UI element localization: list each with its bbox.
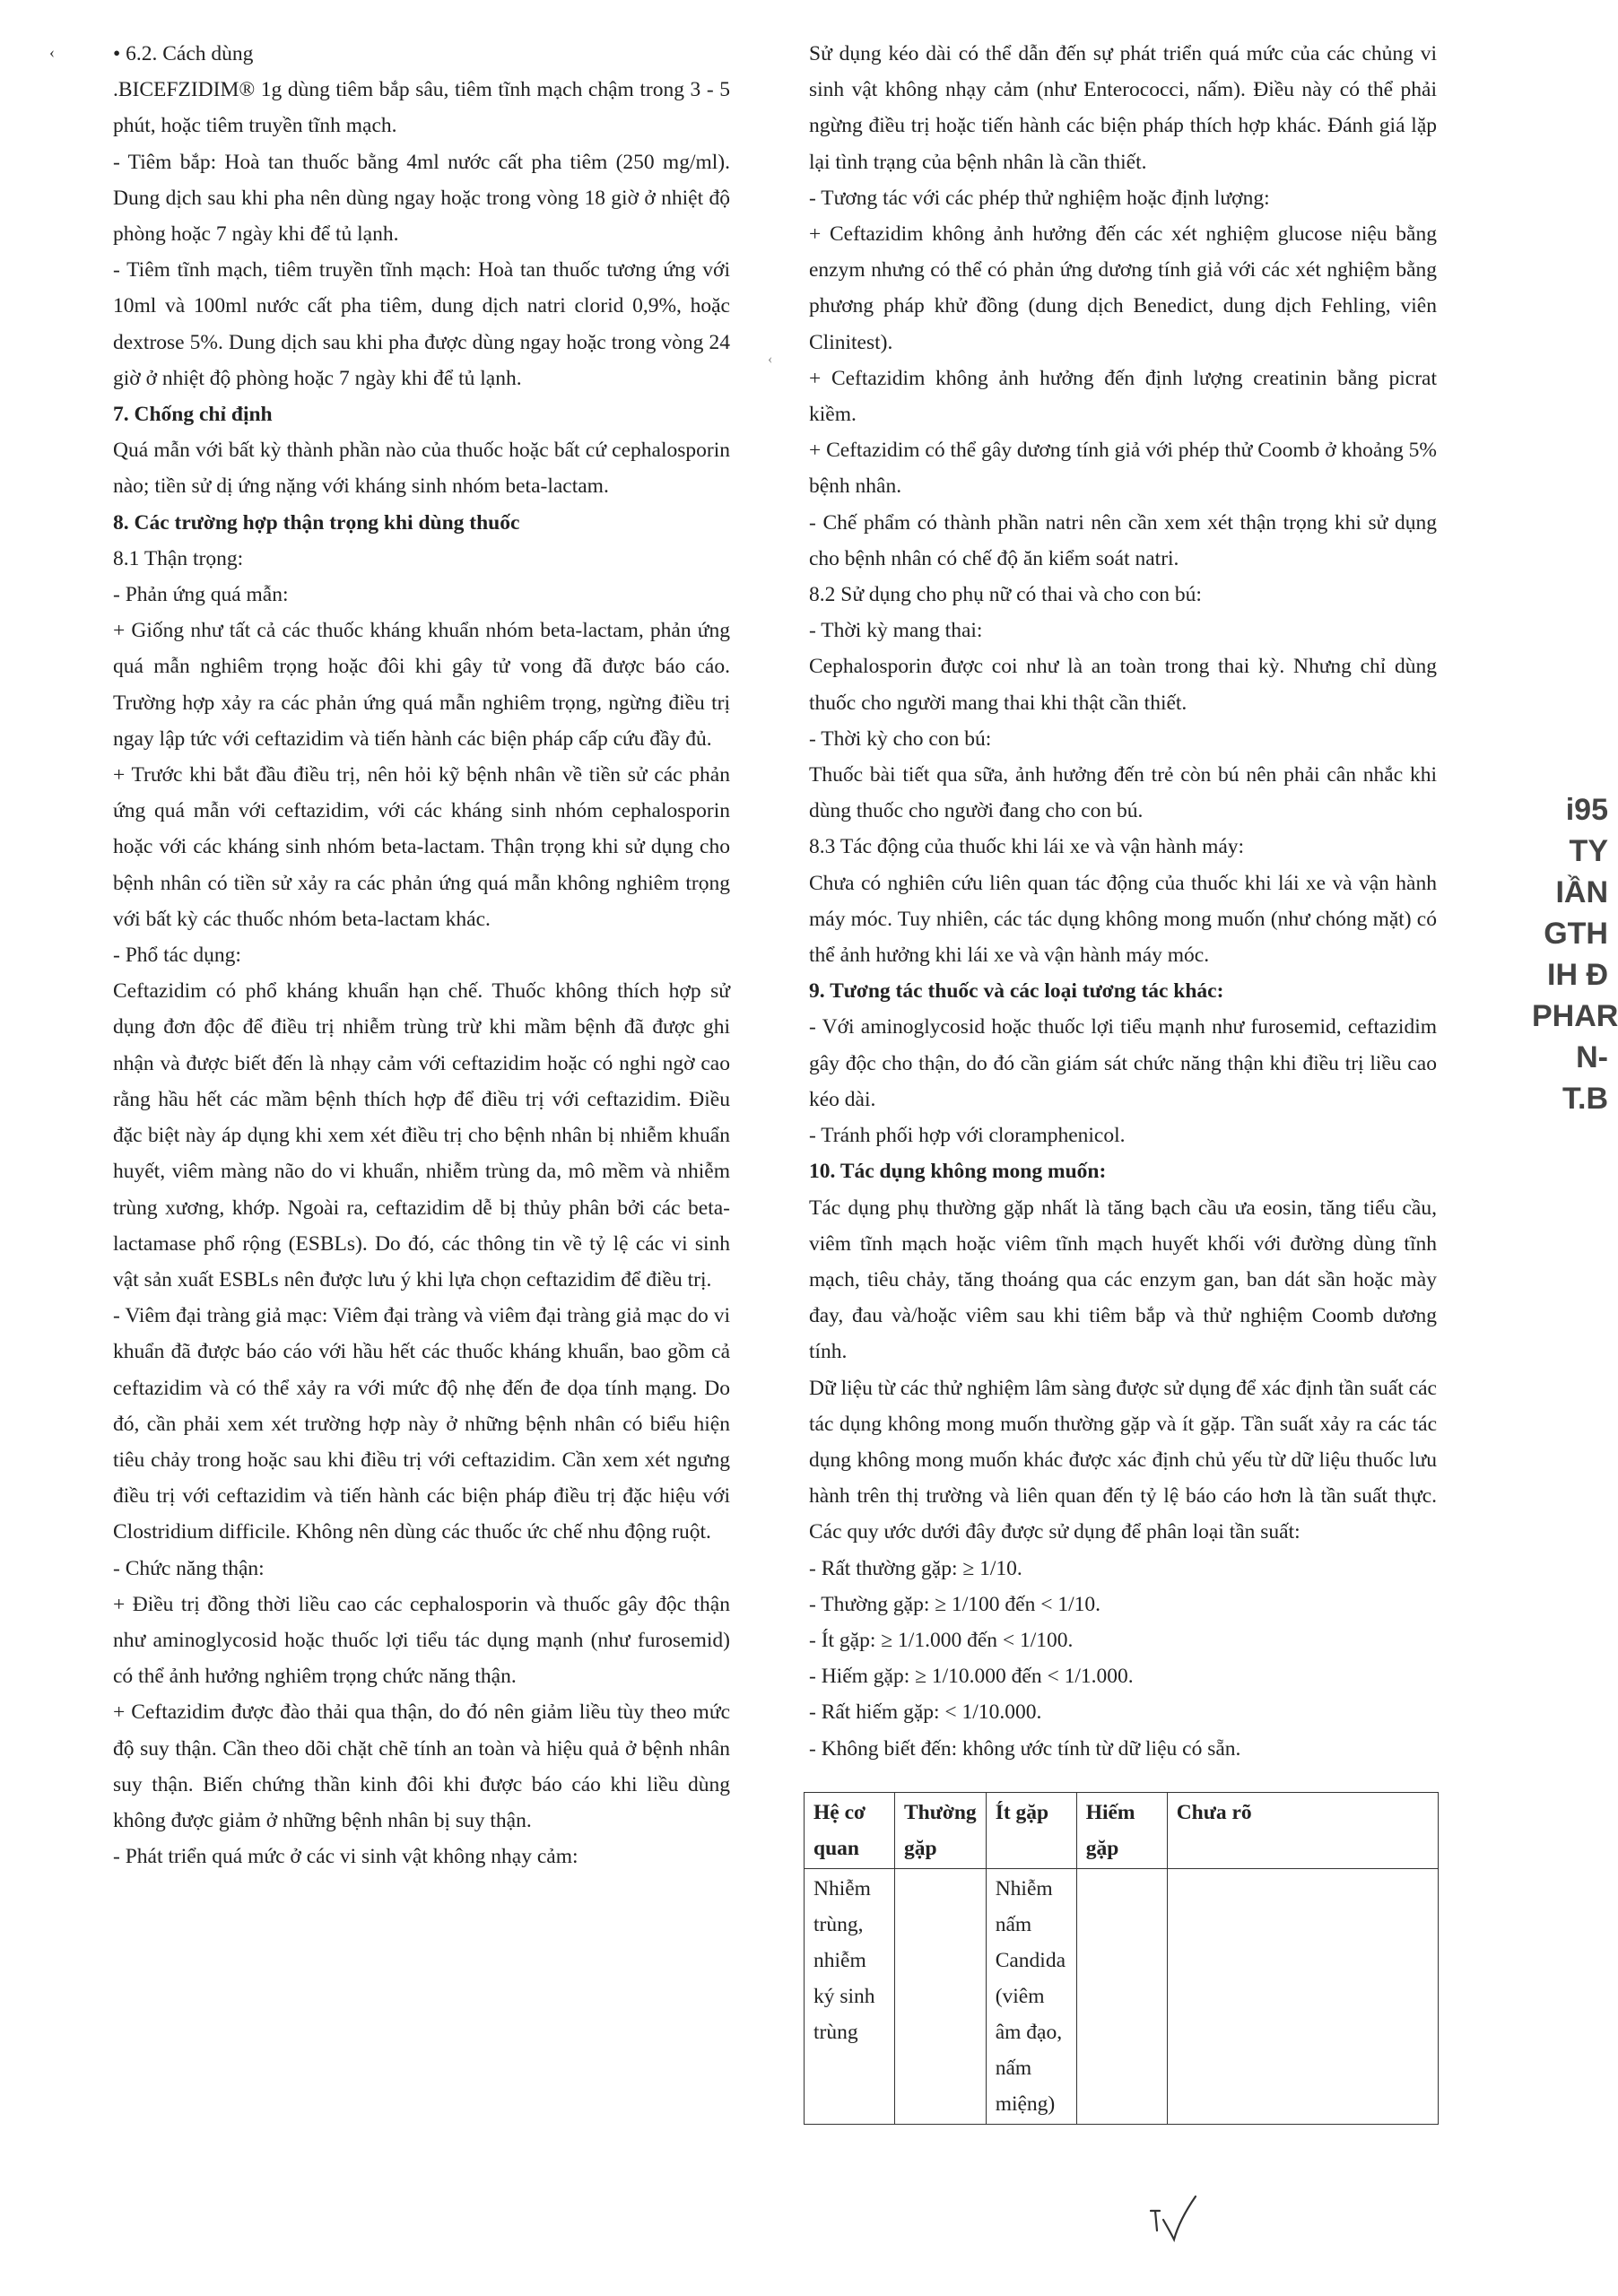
table-cell [895,1868,987,2124]
stamp-text: N-T.B [1562,1040,1608,1116]
paragraph: - Viêm đại tràng giả mạc: Viêm đại tràng và viêm đại tràng giả mạc do vi khuẩn đã được báo cáo với hầu hết các thuốc kháng khuẩn, bao gồm cả ceftazidim và có thể xảy ra với mức độ nhẹ đến đe dọa tính mạng. Do đó, cần phải xem xét trường hợp này ở những bệnh nhân có biểu hiện tiêu chảy trong hoặc sau khi điều trị với ceftazidim. Cần xem xét ngưng điều trị với ceftazidim và tiến hành các biện pháp điều trị đặc hiệu với Clostridium difficile. Không nên dùng các thuốc ức chế nhu động ruột. [113,1304,730,1544]
paragraph: Tác dụng phụ thường gặp nhất là tăng bạch cầu ưa eosin, tăng tiểu cầu, viêm tĩnh mạch hoặc viêm tĩnh mạch huyết khối với đường dùng tĩnh mạch, tiêu chảy, tăng thoáng qua các enzym gan, ban dát sần hoặc mày đay, đau và/hoặc viêm sau khi tiêm bắp và thử nghiệm Coomb dương tính. [809,1196,1437,1364]
paragraph: - Tương tác với các phép thử nghiệm hoặc định lượng: [809,186,1270,210]
right-column [809,36,1437,2125]
table-header-cell: Thường gặp [895,1792,987,1868]
paragraph: - Phản ứng quá mẫn: [113,583,289,607]
paragraph: - Thường gặp: ≥ 1/100 đến < 1/10. [809,1592,1101,1616]
paragraph: Thuốc bài tiết qua sữa, ảnh hưởng đến trẻ còn bú nên phải cân nhắc khi dùng thuốc cho người đang cho con bú. [809,763,1437,823]
paragraph: + Giống như tất cả các thuốc kháng khuẩn nhóm beta-lactam, phản ứng quá mẫn nghiêm trọng hoặc đôi khi gây tử vong đã được báo cáo. Trường hợp xảy ra các phản ứng quá mẫn nghiêm trọng, ngừng điều trị ngay lập tức với ceftazidim và tiến hành các biện pháp cấp cứu đầy đủ. [113,619,730,751]
table-header-cell: Hiếm gặp [1076,1792,1167,1868]
section-heading: 8. Các trường hợp thận trọng khi dùng thuốc [113,510,520,535]
paragraph: - Chức năng thận: [113,1556,265,1580]
table-row [805,1868,1439,2124]
paragraph: Dữ liệu từ các thử nghiệm lâm sàng được sử dụng để xác định tần suất các tác dụng không mong muốn thường gặp và ít gặp. Tần suất xảy ra các tác dụng không mong muốn khác được xác định chủ yếu từ dữ liệu thuốc lưu hành trên thị trường và liên quan đến tỷ lệ báo cáo hơn là tần suất thực. Các quy ước dưới đây được sử dụng để phân loại tần suất: [809,1376,1437,1544]
paragraph: - Rất thường gặp: ≥ 1/10. [809,1556,1022,1580]
table-header-cell: Ít gặp [986,1792,1076,1868]
paragraph: - Thời kỳ mang thai: [809,619,983,643]
left-column [113,36,730,1874]
stamp-text: i95 [1565,793,1608,827]
paragraph: Sử dụng kéo dài có thể dẫn đến sự phát triển quá mức của các chủng vi sinh vật không nhạy cảm (như Enterococci, nấm). Điều này có thể phải ngừng điều trị hoặc tiến hành các biện pháp thích hợp khác. Đánh giá lặp lại tình trạng của bệnh nhân là cần thiết. [809,42,1437,174]
paragraph: Ceftazidim có phổ kháng khuẩn hạn chế. Thuốc không thích hợp sử dụng đơn độc để điều trị nhiễm trùng trừ khi mầm bệnh đã được ghi nhận và được biết đến là nhạy cảm với ceftazidim hoặc có nghi ngờ cao rằng hầu hết các mầm bệnh thích hợp để điều trị với ceftazidim. Điều đặc biệt này áp dụng khi xem xét điều trị cho bệnh nhân bị nhiễm khuẩn huyết, viêm màng não do vi khuẩn, nhiễm trùng da, mô mềm và nhiễm trùng xương, khớp. Ngoài ra, ceftazidim dễ bị thủy phân bởi các beta-lactamase phổ rộng (ESBLs). Do đó, các thông tin về tỷ lệ các vi sinh vật sản xuất ESBLs nên được lưu ý khi lựa chọn ceftazidim để điều trị. [113,979,730,1292]
stamp-text: TY [1569,834,1608,868]
paragraph: 8.3 Tác động của thuốc khi lái xe và vận hành máy: [809,835,1245,859]
table-header-row [805,1792,1439,1868]
paragraph: - Chế phẩm có thành phần natri nên cần xem xét thận trọng khi sử dụng cho bệnh nhân có chế độ ăn kiểm soát natri. [809,510,1437,570]
paragraph: + Ceftazidim không ảnh hưởng đến các xét nghiệm glucose niệu bằng enzym nhưng có thể có phản ứng dương tính giả với các xét nghiệm bằng phương pháp khử đồng (dung dịch Benedict, dung dịch Fehling, viên Clinitest). [809,222,1437,354]
paragraph: .BICEFZIDIM® 1g dùng tiêm bắp sâu, tiêm tĩnh mạch chậm trong 3 - 5 phút, hoặc tiêm truyền tĩnh mạch. [113,78,730,138]
paragraph: - Không biết đến: không ước tính từ dữ liệu có sẵn. [809,1736,1241,1761]
paragraph: + Ceftazidim có thể gây dương tính giả với phép thử Coomb ở khoảng 5% bệnh nhân. [809,439,1437,499]
section-heading: 9. Tương tác thuốc và các loại tương tác khác: [809,979,1224,1004]
paragraph: Cephalosporin được coi như là an toàn trong thai kỳ. Nhưng chỉ dùng thuốc cho người mang thai khi thật cần thiết. [809,655,1437,715]
paragraph: • 6.2. Cách dùng [113,42,254,65]
table-cell [1167,1868,1438,2124]
paragraph: + Điều trị đồng thời liều cao các cephalosporin và thuốc gây độc thận như aminoglycosid hoặc thuốc lợi tiểu tác dụng mạnh (như furosemid) có thể ảnh hưởng nghiêm trọng chức năng thận. [113,1592,730,1689]
paragraph: - Phát triển quá mức ở các vi sinh vật không nhạy cảm: [113,1845,578,1869]
paragraph: - Tiêm tĩnh mạch, tiêm truyền tĩnh mạch: Hoà tan thuốc tương ứng với 10ml và 100ml nước cất pha tiêm, dung dịch natri clorid 0,9%, hoặc dextrose 5%. Dung dịch sau khi pha được dùng ngay hoặc trong vòng 24 giờ ở nhiệt độ phòng hoặc 7 ngày khi để tủ lạnh. [113,258,730,390]
paragraph: - Phổ tác dụng: [113,944,241,968]
table-header-cell: Hệ cơ quan [805,1792,895,1868]
stamp-text: GTH [1544,917,1608,951]
paragraph: 8.1 Thận trọng: [113,546,244,570]
initial-signature [1144,2193,1206,2247]
paragraph: + Ceftazidim không ảnh hưởng đến định lượng creatinin bằng picrat kiềm. [809,366,1437,427]
stamp-text: IẦN [1555,875,1608,909]
paragraph: 8.2 Sử dụng cho phụ nữ có thai và cho con bú: [809,583,1202,607]
paragraph: - Tiêm bắp: Hoà tan thuốc bằng 4ml nước cất pha tiêm (250 mg/ml). Dung dịch sau khi pha nên dùng ngay hoặc trong vòng 18 giờ ở nhiệt độ phòng hoặc 7 ngày khi để tủ lạnh. [113,150,730,247]
paragraph: - Thời kỳ cho con bú: [809,726,992,751]
stamp-text: IH Đ [1547,958,1608,992]
paragraph: - Rất hiếm gặp: < 1/10.000. [809,1700,1042,1725]
section-heading: 10. Tác dụng không mong muốn: [809,1160,1107,1184]
scan-mark: ‹ [768,352,773,367]
partial-stamp [1532,789,1618,1116]
table-cell: Nhiễm nấm Candida (viêm âm đạo, nấm miệng) [986,1868,1076,2124]
paragraph: - Với aminoglycosid hoặc thuốc lợi tiểu mạnh như furosemid, ceftazidim gây độc cho thận, do đó cần giám sát chức năng thận khi điều trị liều cao kéo dài. [809,1015,1437,1111]
table-cell [1076,1868,1167,2124]
table-cell: Nhiễm trùng, nhiễm ký sinh trùng [805,1868,895,2124]
stamp-text: PHAR [1532,999,1618,1033]
paragraph: Chưa có nghiên cứu liên quan tác động của thuốc khi lái xe và vận hành máy móc. Tuy nhiên, các tác dụng không mong muốn (như chóng mặt) có thể ảnh hưởng khi lái xe và vận hành máy móc. [809,871,1437,968]
table-header-cell: Chưa rõ [1167,1792,1438,1868]
paragraph: Quá mẫn với bất kỳ thành phần nào của thuốc hoặc bất cứ cephalosporin nào; tiền sử dị ứng nặng với kháng sinh nhóm beta-lactam. [113,439,730,499]
section-heading: 7. Chống chỉ định [113,403,273,427]
paragraph: + Ceftazidim được đào thải qua thận, do đó nên giảm liều tùy theo mức độ suy thận. Cần theo dõi chặt chẽ tính an toàn và hiệu quả ở bệnh nhân suy thận. Biến chứng thần kinh đôi khi được báo cáo khi liều dùng không được giảm ở những bệnh nhân bị suy thận. [113,1700,730,1832]
adverse-effects-table [804,1792,1439,2125]
paragraph: - Hiếm gặp: ≥ 1/10.000 đến < 1/1.000. [809,1665,1134,1689]
margin-mark: ‹ [49,43,55,61]
paragraph: + Trước khi bắt đầu điều trị, nên hỏi kỹ bệnh nhân về tiền sử các phản ứng quá mẫn với ceftazidim, với các kháng sinh nhóm cephalosporin hoặc với các kháng sinh nhóm beta-lactam. Thận trọng khi sử dụng cho bệnh nhân có tiền sử xảy ra các phản ứng quá mẫn không nghiêm trọng với bất kỳ các thuốc nhóm beta-lactam khác. [113,763,730,931]
paragraph: - Ít gặp: ≥ 1/1.000 đến < 1/100. [809,1628,1074,1652]
paragraph: - Tránh phối hợp với cloramphenicol. [809,1124,1126,1148]
